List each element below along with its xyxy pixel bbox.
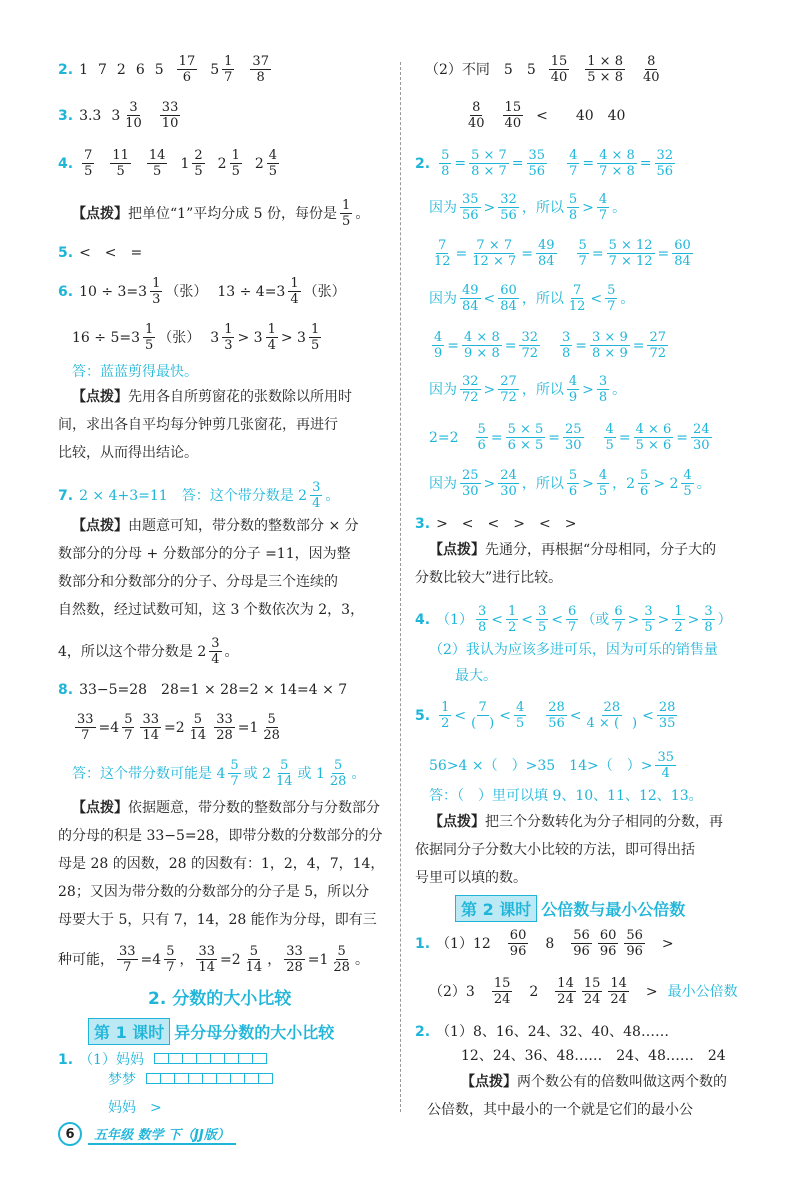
answer-r-q4-line1: 4. （1） 3 8 < 1 2 < 3 5 < 6 7 （或 6 7 > 3 5 > 1 2 > 3 8 ）: [415, 604, 732, 635]
lesson-2-header: 第 2 课时 公倍数与最小公倍数: [455, 895, 685, 922]
math-text: =: [548, 429, 560, 446]
section-title: 2. 分数的大小比较: [148, 989, 292, 1009]
answer-r-q2-line8: [429, 468, 711, 499]
fraction: $\frac{5}{8}$: [441, 148, 450, 179]
math-text: =: [521, 245, 533, 262]
fraction: 1 2: [441, 700, 450, 731]
answer-q5: 5. < < =: [58, 245, 143, 261]
answer-r-q4-line3: 最大。: [455, 668, 497, 684]
fraction: 14 24: [610, 976, 627, 1007]
fraction: $\frac{3}{4}$: [312, 480, 321, 511]
fraction: 33 10: [161, 100, 179, 131]
tip-q6: 【点拨】先用各自所剪窗花的张数除以所用时 间，求出各自平均每分钟剪几张窗花，再进行 比较，从而得出结论。: [58, 389, 352, 461]
fraction: 6 7: [568, 604, 577, 635]
fraction: 4 5: [515, 700, 525, 731]
fraction: $\frac{3 \times 9}{8 \times 9}$: [592, 330, 628, 361]
book-label: 五年级 数学 下（JJ版）: [88, 1124, 236, 1145]
fraction: 37 8: [252, 54, 269, 85]
math-text: <: [551, 611, 564, 628]
math-text: 2: [515, 983, 553, 1000]
fraction: 60 96: [599, 928, 617, 959]
fraction: 4 5: [683, 468, 692, 499]
fraction: 60 84: [500, 283, 517, 314]
answer-l2-q1-line2: [429, 976, 738, 1007]
math-text: =: [490, 429, 503, 446]
bar-diagram: [154, 1050, 266, 1070]
fraction: 56 96: [573, 928, 590, 959]
fraction: 25 30: [462, 468, 479, 499]
answer-r-q2-line1: 2. $\frac{5}{8}$ = $\frac{5 \times 7}{8 \times 7}$ = $\frac{35}{56}$ $\frac{4}{7}$ = $\frac{4 \times 8}{7 \times 8}$ = $\frac{32}{56}$: [415, 148, 674, 179]
answer-r-q4-line2: （2）我认为应该多进可乐，因为可乐的销售量: [429, 642, 718, 658]
fraction: 1 2: [674, 604, 683, 635]
answer-r-q5-conclusion: 答：（ ）里可以填 9、10、11、12、13。: [429, 788, 703, 804]
math-text: 。: [620, 290, 635, 307]
fraction: 1 4: [267, 322, 276, 353]
fraction: 5 14: [276, 758, 293, 789]
fraction: 3 4: [211, 636, 220, 667]
fraction: 35 4: [657, 750, 674, 781]
math-text: 。: [354, 951, 369, 968]
answer-lesson1-q1-c: 妈妈 >: [108, 1100, 162, 1116]
tip-q8-last: 种可能， $\frac{33}{7}$ =4 5 7 ， $\frac{33}{14}$ =2 5 14 ， $\frac{33}{28}$ =1 5 28 。: [58, 944, 369, 975]
fraction: 4 7: [598, 192, 608, 223]
math-text: >: [483, 475, 496, 492]
tip-r-q5: 【点拨】把三个分数转化为分子相同的分数，再 依据同分子分数大小比较的方法，即可得出括 号里可以填的数。: [415, 814, 723, 886]
fraction: 5 7: [166, 944, 175, 975]
fraction: 3 8: [477, 604, 487, 635]
math-text: <: [483, 290, 496, 307]
math-text: 因为: [429, 290, 457, 307]
answer-r-q5-line2: 56>4 ×（ ）>35 14>（ ）> 35 4: [429, 750, 674, 781]
math-text: 因为: [429, 475, 457, 492]
fraction: 8 40: [468, 100, 485, 131]
fraction: 1 3: [224, 322, 233, 353]
math-text: >: [582, 381, 594, 398]
math-text: >: [582, 475, 594, 492]
fraction: $\frac{33}{28}$: [286, 944, 303, 975]
fraction: $\frac{33}{28}$: [216, 712, 233, 743]
math-text: ，2: [612, 475, 636, 492]
fraction: 1 2: [508, 604, 517, 635]
fraction: 7 12: [568, 283, 586, 314]
answer-p2-line1: （2）不同 5 5 15 40 1 × 8 5 × 8 8 40: [425, 54, 660, 85]
math-text: 8: [531, 935, 569, 952]
fraction: 32 72: [462, 374, 479, 405]
math-text: =: [504, 337, 517, 354]
math-text: >: [631, 983, 658, 1000]
math-text: =: [639, 155, 652, 172]
fraction: 11 5: [112, 148, 129, 179]
math-text: =2: [164, 719, 185, 736]
math-text: =: [591, 245, 604, 262]
fraction: $\frac{25}{30}$: [565, 422, 582, 453]
math-text: [543, 336, 557, 356]
tip-q8: 【点拨】依据题意，带分数的整数部分与分数部分 的分母的积是 33−5=28，即带分数的分数部分的分 母是 28 的因数，28 的因数有：1，2，4，7，14， 28；又因为带分数的分数部分的分子是 5，所以分 母要大于 5，只有 7，14，28 能作为分母，即有三: [58, 800, 385, 928]
fraction: 5 28: [333, 944, 350, 975]
fraction: 8 40: [642, 54, 660, 85]
tip-r-q3: 【点拨】先通分，再根据“分母相同，分子大的 分数比较大”进行比较。: [415, 542, 717, 586]
math-text: =: [632, 337, 645, 354]
math-text: （1）12: [436, 935, 505, 952]
fraction: $\frac{33}{14}$: [142, 712, 160, 743]
fraction: $\frac{35}{56}$: [528, 148, 546, 179]
math-text: >: [687, 611, 700, 628]
fraction: $\frac{24}{30}$: [693, 422, 710, 453]
math-text: [529, 706, 543, 726]
math-text: ，所以: [521, 290, 564, 307]
answer-r-q2-line3: [429, 238, 696, 269]
tip-l2-q2: 【点拨】两个数公有的倍数叫做这两个数的 公倍数，其中最小的一个就是它们的最小公: [427, 1074, 727, 1118]
fraction: 15 24: [583, 976, 601, 1007]
math-text: >: [647, 935, 674, 952]
math-text: 因为: [429, 199, 457, 216]
fraction: 14 5: [148, 148, 166, 179]
answer-q6-conclusion: 答：蓝蓝剪得最快。: [72, 364, 198, 380]
fraction: 3 10: [125, 100, 142, 131]
fraction: $\frac{7 \times 7}{12 \times 7}$: [472, 238, 517, 269]
fraction: 4 5: [268, 148, 278, 179]
math-text: （1）: [436, 611, 473, 628]
answer-lesson1-q1-b: 梦梦: [108, 1070, 272, 1090]
math-text: ，所以: [521, 381, 564, 398]
fraction: 1 5: [145, 322, 154, 353]
lesson-1-header: 第 1 课时 异分母分数的大小比较: [88, 1018, 334, 1045]
fraction: $\frac{7}{12}$: [434, 238, 451, 269]
fraction: $\frac{60}{84}$: [674, 238, 691, 269]
fraction: 5 28: [329, 758, 347, 789]
fraction: 28 35: [658, 700, 676, 731]
fraction: 1 3: [152, 276, 161, 307]
fraction: $\frac{5 \times 7}{8 \times 7}$: [471, 148, 507, 179]
answer-q8-fractions: [72, 712, 285, 743]
fraction: 60 96: [509, 928, 527, 959]
math-text: =1: [237, 719, 259, 736]
math-text: [550, 156, 564, 172]
fraction: 1 5: [310, 322, 320, 353]
answer-q6-line2: 16 ÷ 5=3 1 5 （张） 3 1 3 > 3 1 4 > 3 1 5: [72, 322, 320, 353]
answer-l2-q1-line1: 1. （1）12 60 96 8 56 96 60 96 56 96 >: [415, 928, 674, 959]
fraction: $\frac{33}{7}$: [119, 944, 136, 975]
fraction: 35 56: [462, 192, 479, 223]
fraction: $\frac{33}{14}$: [198, 944, 216, 975]
fraction: 49 84: [462, 283, 479, 314]
fraction: 4 9: [568, 374, 578, 405]
fraction: 4 5: [598, 468, 608, 499]
fraction: 1 5: [342, 198, 351, 229]
bar-diagram: [146, 1070, 272, 1090]
math-text: [587, 428, 601, 448]
fraction: 15 40: [504, 100, 522, 131]
tip-q7-last: 4，所以这个带分数是 2 3 4 。: [58, 636, 239, 667]
fraction: $\frac{27}{72}$: [649, 330, 666, 361]
math-text: =4: [98, 719, 120, 736]
answer-r-q2-line4: [429, 283, 634, 314]
fraction: 17 6: [178, 54, 196, 85]
math-text: 。: [612, 381, 627, 398]
math-text: <: [491, 611, 503, 628]
fraction: 2 5: [194, 148, 203, 179]
fraction: $\frac{5}{6}$: [477, 422, 486, 453]
fraction: 15 24: [493, 976, 511, 1007]
fraction: $\frac{4 \times 8}{9 \times 8}$: [464, 330, 500, 361]
fraction: 15 40: [550, 54, 568, 85]
fraction: 27 72: [500, 374, 517, 405]
fraction: 1 × 8 5 × 8: [587, 54, 623, 85]
math-text: ，所以: [521, 199, 564, 216]
math-text: >: [582, 199, 594, 216]
answer-q6-line1: 6. 10 ÷ 3=3 1 3 （张） 13 ÷ 4=3 1 4 （张）: [58, 276, 346, 307]
fraction: $\frac{4}{5}$: [605, 422, 614, 453]
math-text: 2=2: [429, 429, 473, 446]
math-text: =1: [307, 951, 329, 968]
math-text: =: [455, 245, 468, 262]
answer-lesson1-q1: 1. （1） 妈妈: [58, 1050, 266, 1070]
math-text: <: [590, 290, 603, 307]
answer-r-q3: 3. > < < > < >: [415, 516, 577, 532]
fraction: $\frac{4 \times 8}{7 \times 8}$: [599, 148, 635, 179]
fraction: $\frac{5}{7}$: [578, 238, 587, 269]
answer-r-q2-line6: [429, 374, 626, 405]
math-text: =: [511, 155, 524, 172]
math-text: <: [454, 707, 467, 724]
fraction: 5 8: [568, 192, 578, 223]
answer-q7: 7. 2 × 4+3=11 答：这个带分数是 2 $\frac{3}{4}$ 。: [58, 480, 340, 511]
answer-r-q5-line1: 5. 1 2 < 7 ( ) < 4 5 28 56 < 28 4 × ( ) < 28 35: [415, 700, 676, 731]
fraction: 24 30: [500, 468, 517, 499]
fraction: 5 14: [189, 712, 207, 743]
math-text: <: [521, 611, 534, 628]
fraction: $\frac{4}{9}$: [434, 330, 443, 361]
math-text: >: [483, 381, 496, 398]
math-text: =: [618, 429, 631, 446]
fraction: 3 5: [644, 604, 653, 635]
math-text: =: [454, 155, 467, 172]
fraction: 6 7: [614, 604, 623, 635]
math-text: <: [642, 707, 654, 724]
answer-p2-line2: 8 40 15 40 < 40 40: [468, 100, 626, 131]
fraction: 5 28: [263, 712, 280, 743]
tip-q4: 【点拨】 把单位“1”平均分成 5 份，每份是 1 5 。: [72, 198, 370, 229]
math-text: （或: [581, 611, 610, 628]
fraction: $\frac{4}{7}$: [569, 148, 578, 179]
fraction: 56 96: [626, 928, 643, 959]
fraction: 5 6: [640, 468, 649, 499]
page-footer: [58, 1122, 236, 1146]
math-text: >: [483, 199, 496, 216]
math-text: =: [582, 155, 595, 172]
fraction: 14 24: [557, 976, 574, 1007]
fraction: 28 4 × ( ): [586, 700, 638, 731]
math-text: 。: [612, 199, 627, 216]
answer-q3: 3. 3.3 3 3 10 33 10: [58, 100, 179, 131]
fraction: 1 4: [290, 276, 299, 307]
fraction: 3 8: [704, 604, 713, 635]
math-text: [560, 244, 574, 264]
math-text: =2: [220, 951, 241, 968]
answer-q8: 8. 33−5=28 28=1 × 28=2 × 14=4 × 7: [58, 682, 348, 698]
math-text: ，所以: [521, 475, 564, 492]
answer-q8-conclusion: 答：这个带分数可能是 4 5 7 或 2 5 14 或 1 5 28 。: [72, 758, 366, 789]
math-text: 因为: [429, 381, 457, 398]
fraction: $\frac{49}{84}$: [538, 238, 555, 269]
math-text: 。: [696, 475, 711, 492]
answer-r-q2-line2: [429, 192, 626, 223]
fraction: 5 7: [230, 758, 239, 789]
answer-r-q2-line5: [429, 330, 671, 361]
fraction: 7 5: [84, 148, 93, 179]
fraction: 3 5: [538, 604, 547, 635]
math-text: =: [575, 337, 588, 354]
math-text: =: [447, 337, 460, 354]
math-text: ，: [179, 951, 194, 968]
fraction: $\frac{5 \times 5}{6 \times 5}$: [507, 422, 544, 453]
fraction: 1 5: [231, 148, 240, 179]
fraction: 3 8: [598, 374, 608, 405]
math-text: ）: [717, 611, 732, 628]
fraction: $\frac{32}{56}$: [656, 148, 674, 179]
fraction: $\frac{4 \times 6}{5 \times 6}$: [635, 422, 672, 453]
math-text: =: [676, 429, 688, 446]
math-text: =4: [140, 951, 162, 968]
math-text: =: [657, 245, 670, 262]
answer-l2-q2-line2: 12、24、36、48…… 24、48…… 24: [461, 1048, 726, 1064]
page-number: 6: [58, 1122, 82, 1146]
fraction: 1 7: [224, 54, 233, 85]
tip-q7: 【点拨】由题意可知，带分数的整数部分 × 分 数部分的分母 + 分数部分的分子 =11，因为整 数部分和分数部分的分子、分母是三个连续的 自然数，经过试数可知，这 3 个数依次为 2，3，: [58, 518, 365, 618]
math-text: （2）3: [429, 983, 489, 1000]
fraction: 5 14: [245, 944, 263, 975]
fraction: $\frac{3}{8}$: [562, 330, 571, 361]
fraction: 5 7: [607, 283, 616, 314]
math-text: > 2: [653, 475, 679, 492]
fraction: 7 ( ): [471, 700, 495, 731]
fraction: 5 6: [568, 468, 578, 499]
math-text: >: [627, 611, 640, 628]
math-text: <: [499, 707, 511, 724]
fraction: 28 56: [548, 700, 565, 731]
fraction: 32 56: [500, 192, 517, 223]
math-text: >: [657, 611, 670, 628]
math-text: <: [569, 707, 582, 724]
fraction: $\frac{32}{72}$: [521, 330, 538, 361]
math-text: ，: [267, 951, 282, 968]
answer-l2-q2-line1: 2. （1）8、16、24、32、40、48……: [415, 1024, 669, 1040]
fraction: 5 7: [124, 712, 133, 743]
answer-q2: 2. 1 7 2 6 5 17 6 5 1 7 37 8: [58, 54, 269, 85]
fraction: $\frac{33}{7}$: [77, 712, 94, 743]
answer-r-q2-line7: [429, 422, 715, 453]
answer-label: 最小公倍数: [667, 983, 738, 1000]
answer-q4: 4. 7 5 11 5 14 5 1 2 5 2 1 5 2 4 5: [58, 148, 278, 179]
fraction: $\frac{5 \times 12}{7 \times 12}$: [608, 238, 653, 269]
